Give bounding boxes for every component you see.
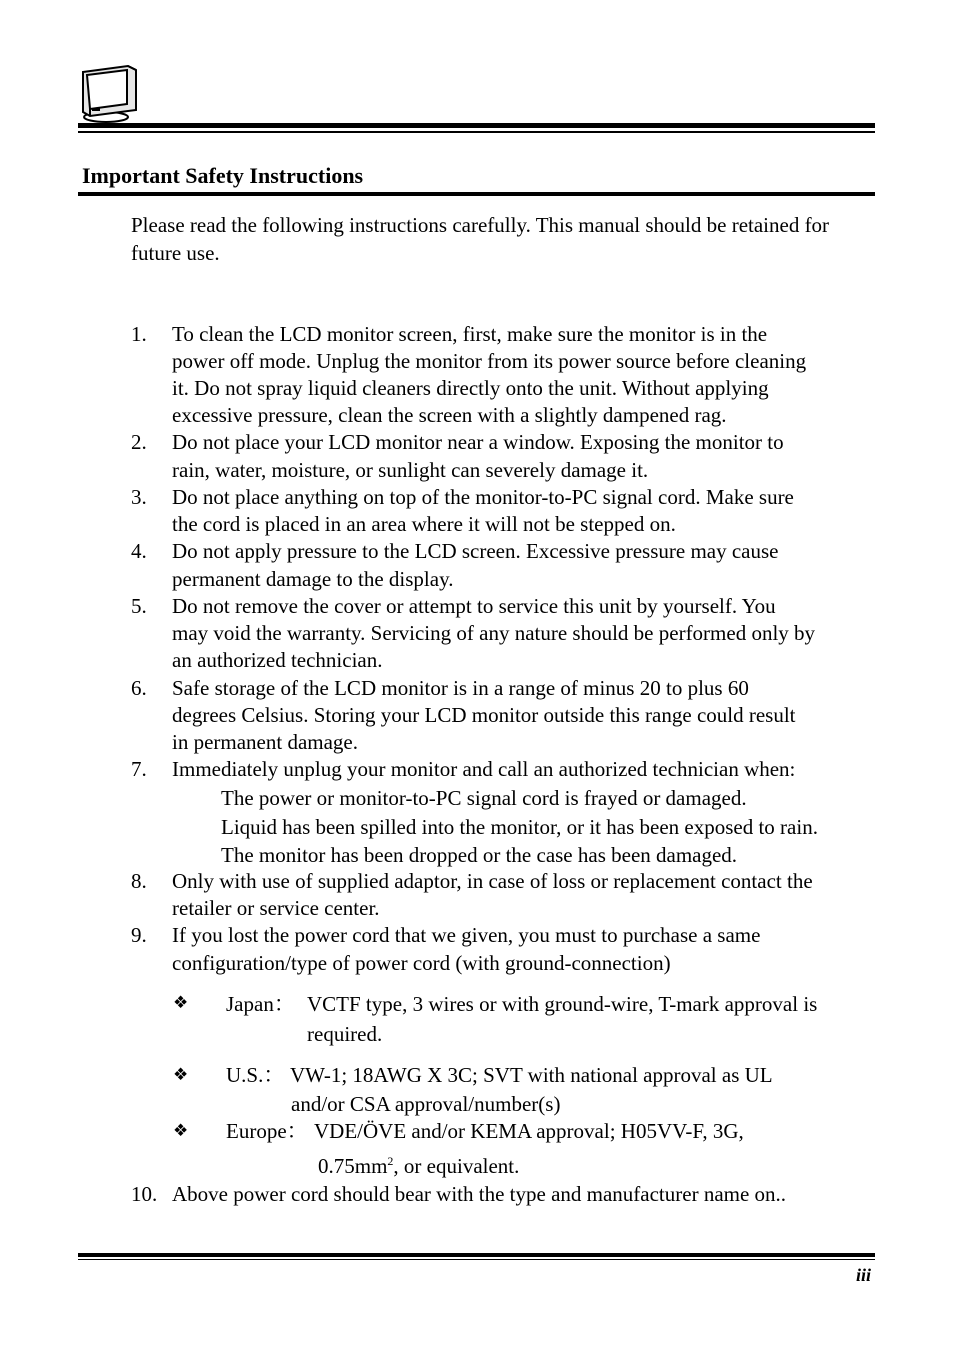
item-line: it. Do not spray liquid cleaners directly onto the unit. Without applying: [172, 376, 769, 400]
item-line: rain, water, moisture, or sunlight can severely damage it.: [172, 458, 649, 482]
page-number: iii: [855, 1265, 871, 1285]
item-number: 1.: [131, 322, 147, 346]
header-rule-thick: [78, 123, 875, 128]
cord-spec-line: [318, 1146, 519, 1181]
sub-condition: Liquid has been spilled into the monitor, or it has been exposed to rain.: [221, 815, 818, 839]
title-rule: [78, 192, 875, 196]
cord-spec-text: 0.75mm: [318, 1154, 388, 1178]
item-line: permanent damage to the display.: [172, 567, 454, 591]
item-line: To clean the LCD monitor screen, first, make sure the monitor is in the: [172, 322, 768, 346]
header-rule-thin: [78, 131, 875, 133]
footer-rule-thick: [78, 1253, 875, 1257]
cord-spec-line: and/or CSA approval/number(s): [291, 1092, 561, 1116]
item-line: Safe storage of the LCD monitor is in a range of minus 20 to plus 60: [172, 676, 749, 700]
item-line: Do not remove the cover or attempt to service this unit by yourself. You: [172, 594, 776, 618]
diamond-bullet-icon: ❖: [173, 993, 189, 1012]
cord-spec-line: required.: [307, 1022, 383, 1046]
item-number: 5.: [131, 594, 147, 618]
cord-region-label: Europe：: [226, 1119, 308, 1143]
cord-spec-line: VW-1; 18AWG X 3C; SVT with national approval as UL: [290, 1063, 773, 1087]
section-title: Important Safety Instructions: [82, 163, 364, 188]
item-line: excessive pressure, clean the screen with a slightly dampened rag.: [172, 403, 727, 427]
cord-region-label: U.S.：: [226, 1063, 285, 1087]
item-line: power off mode. Unplug the monitor from its power source before cleaning: [172, 349, 807, 373]
diamond-bullet-icon: ❖: [173, 1121, 189, 1140]
monitor-logo-icon: [78, 62, 142, 124]
cord-spec-line: VCTF type, 3 wires or with ground-wire, T-mark approval is: [307, 992, 818, 1016]
item-line: the cord is placed in an area where it will not be stepped on.: [172, 512, 676, 536]
item-line: configuration/type of power cord (with ground-connection): [172, 951, 671, 975]
item-number: 4.: [131, 539, 147, 563]
item-line: an authorized technician.: [172, 648, 383, 672]
item-line: degrees Celsius. Storing your LCD monitor outside this range could result: [172, 703, 796, 727]
item-line: may void the warranty. Servicing of any nature should be performed only by: [172, 621, 816, 645]
sub-condition: The monitor has been dropped or the case has been damaged.: [221, 843, 738, 867]
intro-paragraph: Please read the following instructions carefully. This manual should be retained for future use.: [131, 213, 830, 265]
item-line: If you lost the power cord that we given, you must to purchase a same: [172, 923, 761, 947]
item-number: 6.: [131, 676, 147, 700]
item-line: Above power cord should bear with the type and manufacturer name on..: [172, 1182, 787, 1206]
item-number: 9.: [131, 923, 147, 947]
superscript: 2: [387, 1154, 394, 1168]
item-line: in permanent damage.: [172, 730, 359, 754]
item-line: Do not place your LCD monitor near a window. Exposing the monitor to: [172, 430, 784, 454]
item-number: 7.: [131, 757, 147, 781]
footer-rule-thin: [78, 1259, 875, 1260]
item-number: 2.: [131, 430, 147, 454]
item-line: Only with use of supplied adaptor, in case of loss or replacement contact the: [172, 869, 813, 893]
item-line: Do not apply pressure to the LCD screen. Excessive pressure may cause: [172, 539, 779, 563]
item-number: 3.: [131, 485, 147, 509]
item-line: retailer or service center.: [172, 896, 380, 920]
diamond-bullet-icon: ❖: [173, 1065, 189, 1084]
item-number: 8.: [131, 869, 147, 893]
cord-spec-text: , or equivalent.: [393, 1154, 520, 1178]
cord-region-label: Japan：: [226, 992, 295, 1016]
item-number: 10.: [131, 1182, 158, 1206]
item-line: Immediately unplug your monitor and call an authorized technician when:: [172, 757, 796, 781]
cord-spec-line: VDE/ÖVE and/or KEMA approval; H05VV-F, 3G,: [314, 1119, 744, 1143]
sub-condition: The power or monitor-to-PC signal cord is frayed or damaged.: [221, 786, 747, 810]
item-line: Do not place anything on top of the monitor-to-PC signal cord. Make sure: [172, 485, 794, 509]
